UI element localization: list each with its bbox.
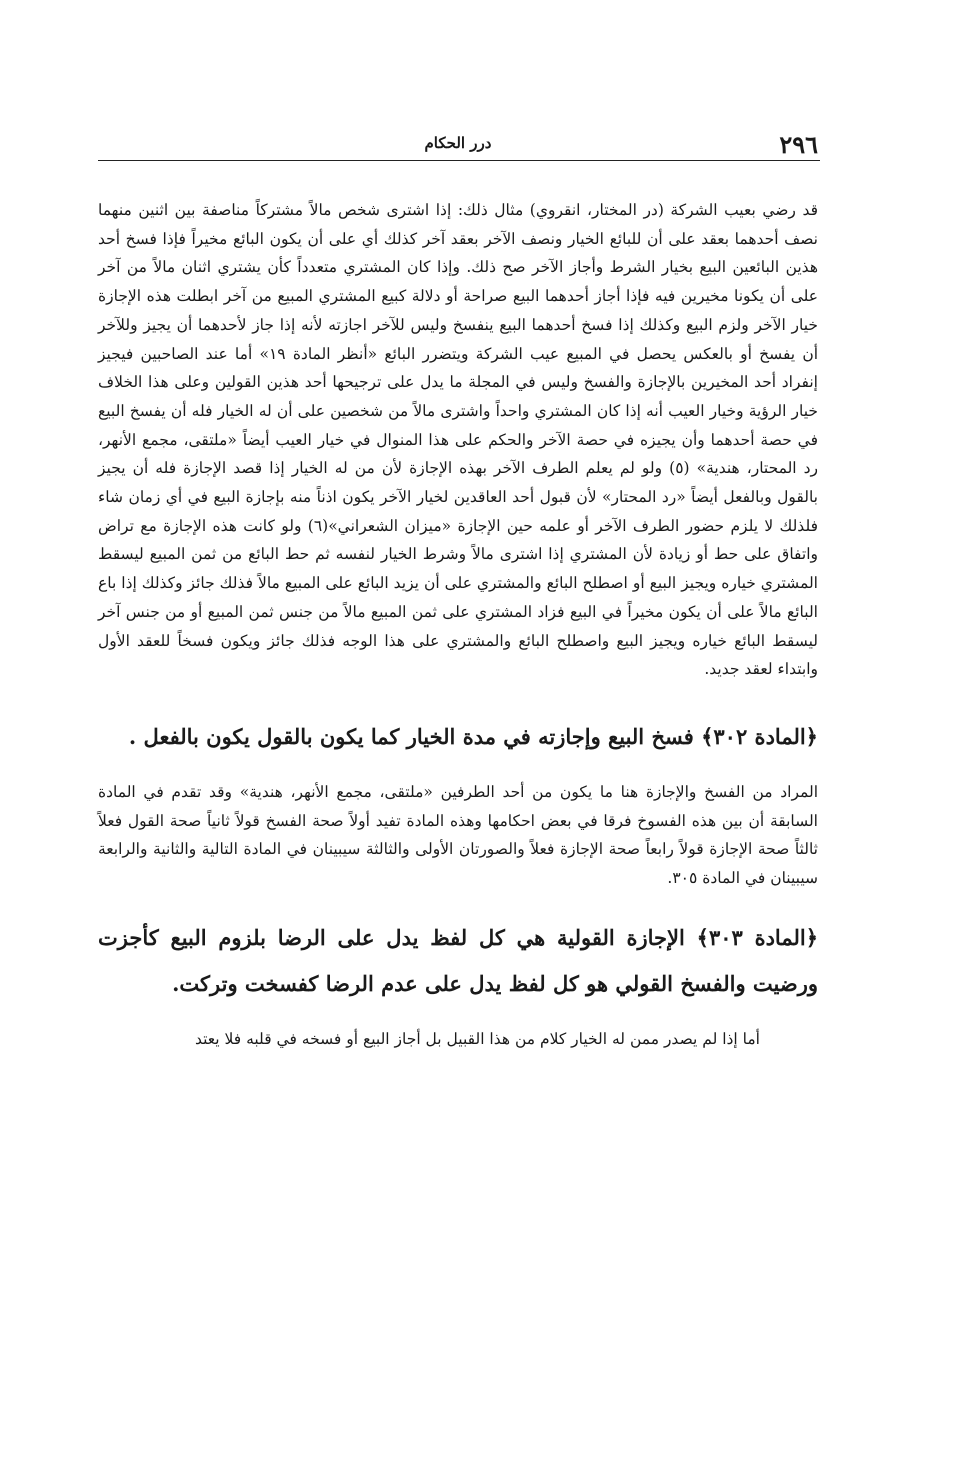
running-title: درر الحكام (424, 134, 492, 152)
commentary-paragraph-2: المراد من الفسخ والإجازة هنا ما يكون من أحد الطرفين «ملتقى، مجمع الأنهر، هندية» وقد تقدم في المادة السابقة أن بين هذه الفسوخ فرقا في بعض احكامها وهذه المادة تفيد أولاً صحة الفسخ قولاً ثانياً صحة القول فعلاً ثالثاً صحة الإجازة قولاً رابعاً صحة الإجازة فعلاً والصورتان الأولى والثالثة سيبينان في المادة التالية والثانية والرابعة سيبينان في المادة ٣٠٥. (98, 782, 818, 888)
article-302: ﴿المادة ٣٠٢﴾ فسخ البيع وإجازته في مدة الخيار كما يكون بالقول يكون بالفعل . (128, 723, 818, 749)
page-body (98, 196, 818, 1053)
commentary-paragraph-3: أما إذا لم يصدر ممن له الخيار كلام من هذا القبيل بل أجاز البيع أو فسخه في قلبه فلا يعتد (194, 1029, 760, 1048)
commentary-paragraph-1: قد رضي بعيب الشركة (در المختار، انقروي) مثال ذلك: إذا اشترى شخص مالاً مشتركاً مناصفة بين اثنين منهما نصف أحدهما بعقد على أن للبائع الخيار ونصف الآخر بعقد آخر كذلك أي على أن يكون البائع مخيراً فإذا فسخ أحد هذين البائعين البيع بخيار الشرط وأجاز الآخر صح ذلك. وإذا كان المشتري متعدداً كأن يشتري اثنان مالاً من آخر على أن يكونا مخيرين فيه فإذا أجاز أحدهما البيع صراحة أو دلالة كبيع المشتري المبيع من آخر ابطلت هذه الإجازة خيار الآخر ولزم البيع وكذلك إذا فسخ أحدهما البيع ينفسخ وليس للآخر اجازته لأنه إذا جاز لأحدهما أن يجيز وللآخر أن يفسخ أو بالعكس يحصل في المبيع عيب الشركة ويتضرر البائع «أنظر المادة ١٩» أما عند الصاحبين فيجيز إنفراد أحد المخيرين بالإجازة والفسخ وليس في المجلة ما يدل على ترجيحها أحد هذين القولين وعلى هذا الخلاف خيار الرؤية وخيار العيب أنه إذا كان المشتري واحداً واشترى مالاً من شخصين على أن له الخيار فله أن يفسخ البيع في حصة أحدهما وأن يجيزه في حصة الآخر والحكم على هذا المنوال في خيار العيب أيضاً «ملتقى، مجمع الأنهر، رد المحتار، هندية» (٥) ولو لم يعلم الطرف الآخر بهذه الإجازة لأن من له الخيار إذا قصد الإجازة فله أن يجيز بالقول وبالفعل أيضاً «رد المحتار» لأن قبول أحد العاقدين لخيار الآخر يكون اذناً منه بإجازة البيع في أي زمان شاء فلذلك لا يلزم حضور الطرف الآخر أو علمه حين الإجازة «ميزان الشعراني»(٦) ولو كانت هذه الإجازة مع تراض واتفاق على حط أو زيادة لأن المشتري إذا اشترى مالاً وشرط الخيار لنفسه ثم حط البائع من ثمن المبيع ليسقط المشتري خياره ويجيز البيع أو اصطلح البائع والمشتري على أن يزيد البائع على المبيع مالاً فذلك جائز وكذلك إذا باع البائع مالاً على أن يكون مخيراً في البيع فزاد المشتري على ثمن المبيع مالاً من جنس ثمن المبيع أو من جنس آخر ليسقط البائع خياره ويجيز البيع واصطلح البائع والمشتري على هذا الوجه فذلك جائز ويكون فسخاً للعقد الأول وابتداء لعقد جديد. (98, 201, 819, 679)
article-303: ﴿المادة ٣٠٣﴾ الإجازة القولية هي كل لفظ يدل على الرضا بلزوم البيع كأجزت ورضيت والفسخ القولي هو كل لفظ يدل على عدم الرضا كفسخت وتركت. (98, 924, 818, 996)
page-number: ٢٩٦ (779, 130, 818, 159)
header-rule (98, 160, 820, 161)
page-header (98, 130, 818, 162)
